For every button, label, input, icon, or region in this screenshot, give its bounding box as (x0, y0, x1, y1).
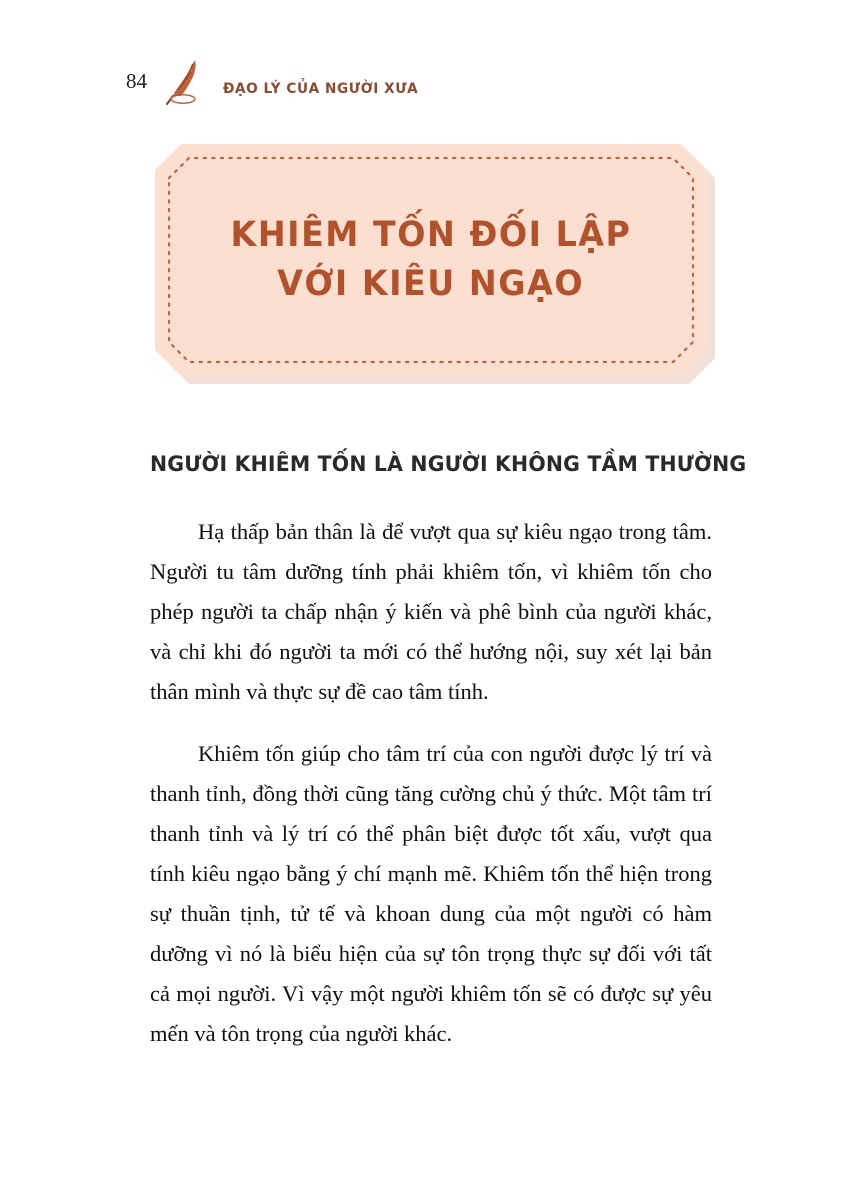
quill-pen-icon (161, 58, 213, 106)
paragraph: Khiêm tốn giúp cho tâm trí của con người được lý trí và thanh tỉnh, đồng thời cũng tăng cường chủ ý thức. Một tâm trí thanh tỉnh và lý trí có thể phân biệt được tốt xấu, vượt qua tính kiêu ngạo bằng ý chí mạnh mẽ. Khiêm tốn thể hiện trong sự thuần tịnh, tử tế và khoan dung của một người có hàm dưỡng vì nó là biểu hiện của sự tôn trọng thực sự đối với tất cả mọi người. Vì vậy một người khiêm tốn sẽ có được sự yêu mến và tôn trọng của người khác. (150, 741, 712, 1046)
page-number: 84 (126, 68, 147, 93)
chapter-title-line-1: KHIÊM TỐN ĐỐI LẬP (230, 215, 632, 256)
chapter-title (155, 144, 707, 376)
running-header (126, 58, 431, 106)
running-header-title: ĐẠO LÝ CỦA NGƯỜI XƯA (223, 81, 419, 97)
body-text (150, 512, 712, 1054)
paragraph: Hạ thấp bản thân là để vượt qua sự kiêu ngạo trong tâm. Người tu tâm dưỡng tính phải khiêm tốn, vì khiêm tốn cho phép người ta chấp nhận ý kiến và phê bình của người khác, và chỉ khi đó người ta mới có thể hướng nội, suy xét lại bản thân mình và thực sự đề cao tâm tính. (150, 519, 712, 704)
section-heading: NGƯỜI KHIÊM TỐN LÀ NGƯỜI KHÔNG TẦM THƯỜNG (150, 452, 747, 477)
chapter-title-line-2: VỚI KIÊU NGẠO (277, 264, 585, 304)
